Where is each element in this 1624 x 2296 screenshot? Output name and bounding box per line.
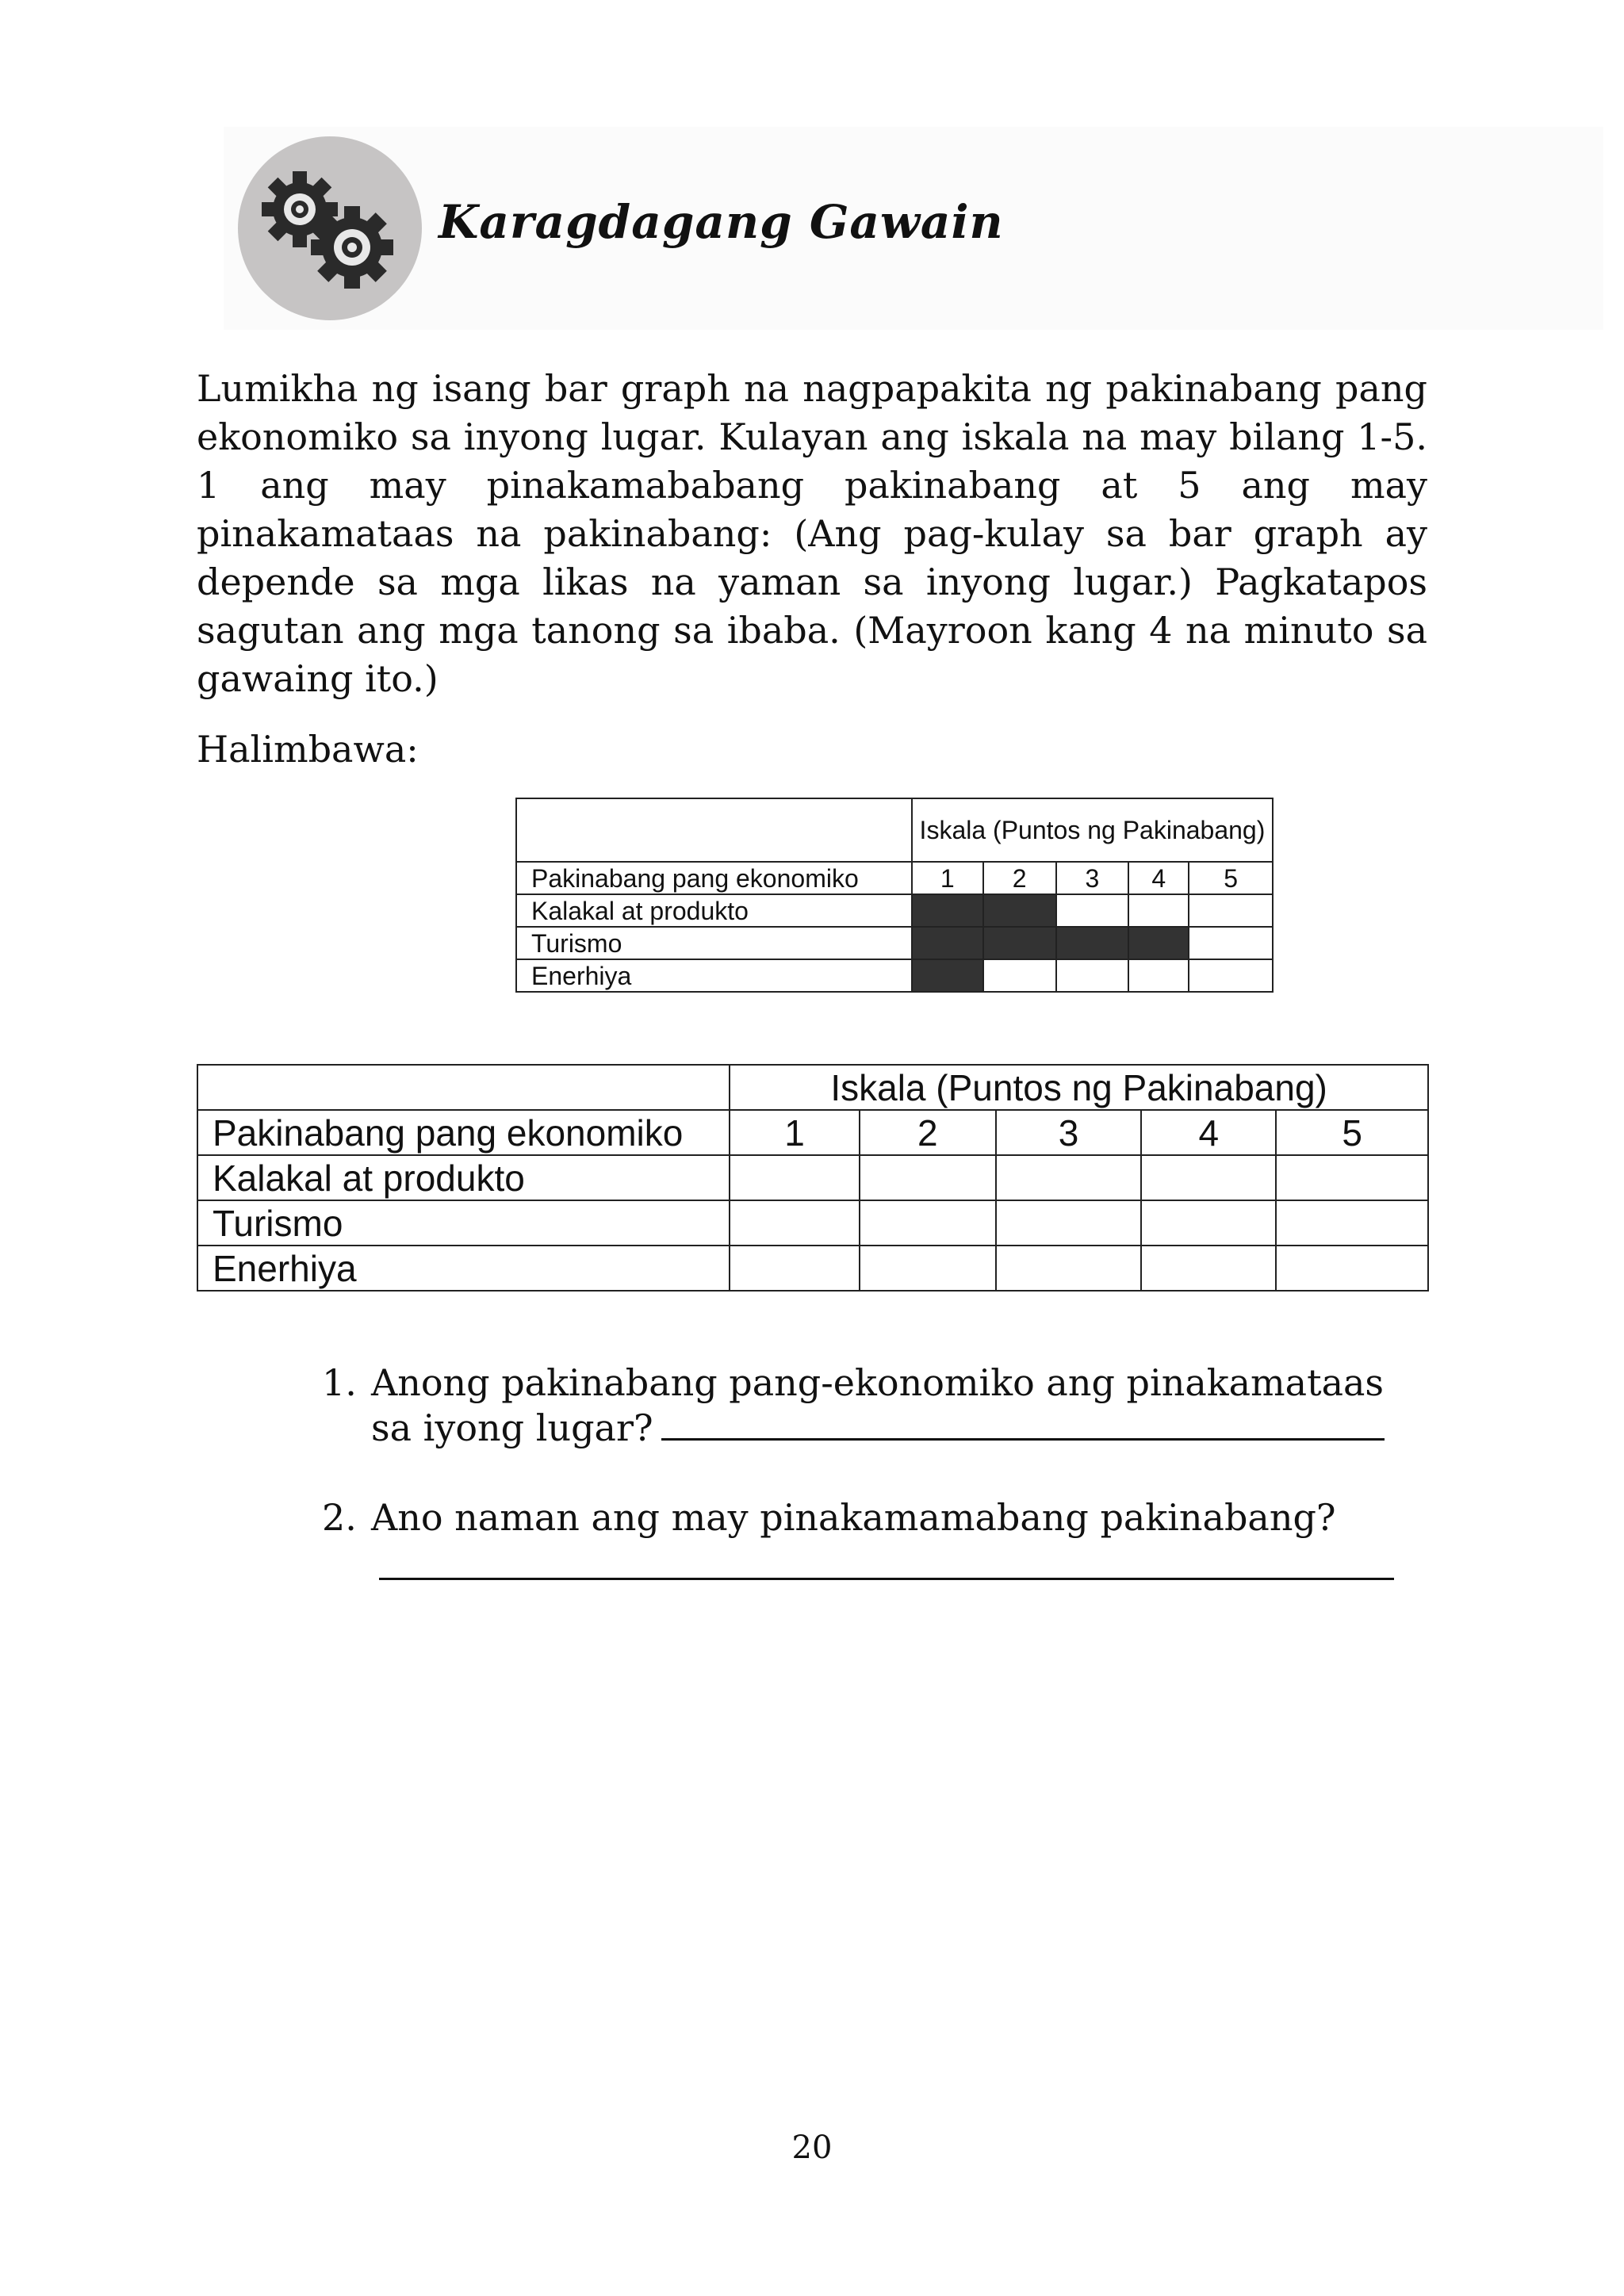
- example-row: [516, 894, 1273, 927]
- answer-cell[interactable]: [730, 1246, 860, 1291]
- example-bar-cell: [1056, 894, 1129, 927]
- answer-scale-3: 3: [996, 1110, 1142, 1155]
- answer-cell[interactable]: [860, 1200, 996, 1246]
- example-row: [516, 927, 1273, 959]
- example-bar-cell: [912, 927, 983, 959]
- example-scale-4: 4: [1128, 862, 1189, 894]
- answer-scale-4: 4: [1141, 1110, 1276, 1155]
- answer-cell[interactable]: [996, 1155, 1142, 1200]
- instructions: Lumikha ng isang bar graph na nagpapakita ng pakinabang pang ekonomiko sa inyong lugar. Kulayan ang iskala na may bilang 1-5. 1 ang may pinakamababang pakinabang at 5 ang may pinakamataas na pakinabang: (Ang pag-kulay sa bar graph ay depende sa mga likas na yaman sa inyong lugar.) Pagkatapos sagutan ang mga tanong sa ibaba. (Mayroon kang 4 na minuto sa gawaing ito.): [197, 367, 1427, 700]
- answer-row-label: Kalakal at produkto: [197, 1155, 730, 1200]
- answer-table: [197, 1064, 1429, 1292]
- example-scale-3: 3: [1056, 862, 1129, 894]
- question-1: [322, 1360, 1385, 1451]
- answer-cell[interactable]: [730, 1200, 860, 1246]
- example-bar-cell: [1128, 959, 1189, 992]
- answer-cell[interactable]: [996, 1200, 1142, 1246]
- example-bar-cell: [1056, 927, 1129, 959]
- example-bar-cell: [983, 927, 1056, 959]
- example-row-label: Turismo: [516, 927, 912, 959]
- answer-row-header: Pakinabang pang ekonomiko: [197, 1110, 730, 1155]
- answer-row: [197, 1246, 1428, 1291]
- answer-cell[interactable]: [1276, 1200, 1428, 1246]
- answer-blank-1[interactable]: [661, 1408, 1385, 1441]
- example-row-label: Kalakal at produkto: [516, 894, 912, 927]
- answer-scale-2: 2: [860, 1110, 996, 1155]
- answer-header-row: [197, 1065, 1428, 1110]
- question-number: 1.: [322, 1361, 357, 1404]
- question-text-cont: sa iyong lugar?: [371, 1406, 653, 1449]
- example-scale-row: [516, 862, 1273, 894]
- example-bar-cell: [983, 959, 1056, 992]
- answer-scale-5: 5: [1276, 1110, 1428, 1155]
- example-bar-cell: [1189, 959, 1273, 992]
- example-row-label: Enerhiya: [516, 959, 912, 992]
- example-scale-header: Iskala (Puntos ng Pakinabang): [912, 798, 1273, 862]
- answer-cell[interactable]: [1276, 1246, 1428, 1291]
- question-text: Anong pakinabang pang-ekonomiko ang pinakamataas: [371, 1361, 1385, 1404]
- example-bar-cell: [1128, 894, 1189, 927]
- example-header-row: [516, 798, 1273, 862]
- example-scale-5: 5: [1189, 862, 1273, 894]
- answer-scale-row: [197, 1110, 1428, 1155]
- answer-cell[interactable]: [1141, 1246, 1276, 1291]
- example-table: [515, 798, 1274, 993]
- answer-row: [197, 1155, 1428, 1200]
- example-bar-cell: [1189, 927, 1273, 959]
- answer-cell[interactable]: [860, 1155, 996, 1200]
- answer-cell[interactable]: [1141, 1155, 1276, 1200]
- answer-scale-header: Iskala (Puntos ng Pakinabang): [730, 1065, 1428, 1110]
- question-text: Ano naman ang may pinakamamabang pakinabang?: [371, 1496, 1336, 1539]
- answer-cell[interactable]: [1141, 1200, 1276, 1246]
- question-2: [322, 1495, 1336, 1540]
- example-label: Halimbawa:: [197, 728, 419, 771]
- example-scale-1: 1: [912, 862, 983, 894]
- example-bar-cell: [1128, 927, 1189, 959]
- answer-row: [197, 1200, 1428, 1246]
- example-row-header: Pakinabang pang ekonomiko: [516, 862, 912, 894]
- example-bar-cell: [1189, 894, 1273, 927]
- page-title: Karagdagang Gawain: [439, 195, 1004, 249]
- answer-cell[interactable]: [730, 1155, 860, 1200]
- answer-cell[interactable]: [1276, 1155, 1428, 1200]
- answer-corner-cell: [197, 1065, 730, 1110]
- example-bar-cell: [912, 959, 983, 992]
- answer-row-label: Enerhiya: [197, 1246, 730, 1291]
- example-scale-2: 2: [983, 862, 1056, 894]
- question-number: 2.: [322, 1496, 357, 1539]
- answer-scale-1: 1: [730, 1110, 860, 1155]
- answer-cell[interactable]: [996, 1246, 1142, 1291]
- example-bar-cell: [1056, 959, 1129, 992]
- answer-cell[interactable]: [860, 1246, 996, 1291]
- answer-blank-2[interactable]: [379, 1578, 1394, 1580]
- answer-row-label: Turismo: [197, 1200, 730, 1246]
- example-row: [516, 959, 1273, 992]
- gears-icon: [238, 136, 422, 320]
- example-bar-cell: [912, 894, 983, 927]
- example-corner-cell: [516, 798, 912, 862]
- example-bar-cell: [983, 894, 1056, 927]
- page-number: 20: [791, 2130, 833, 2166]
